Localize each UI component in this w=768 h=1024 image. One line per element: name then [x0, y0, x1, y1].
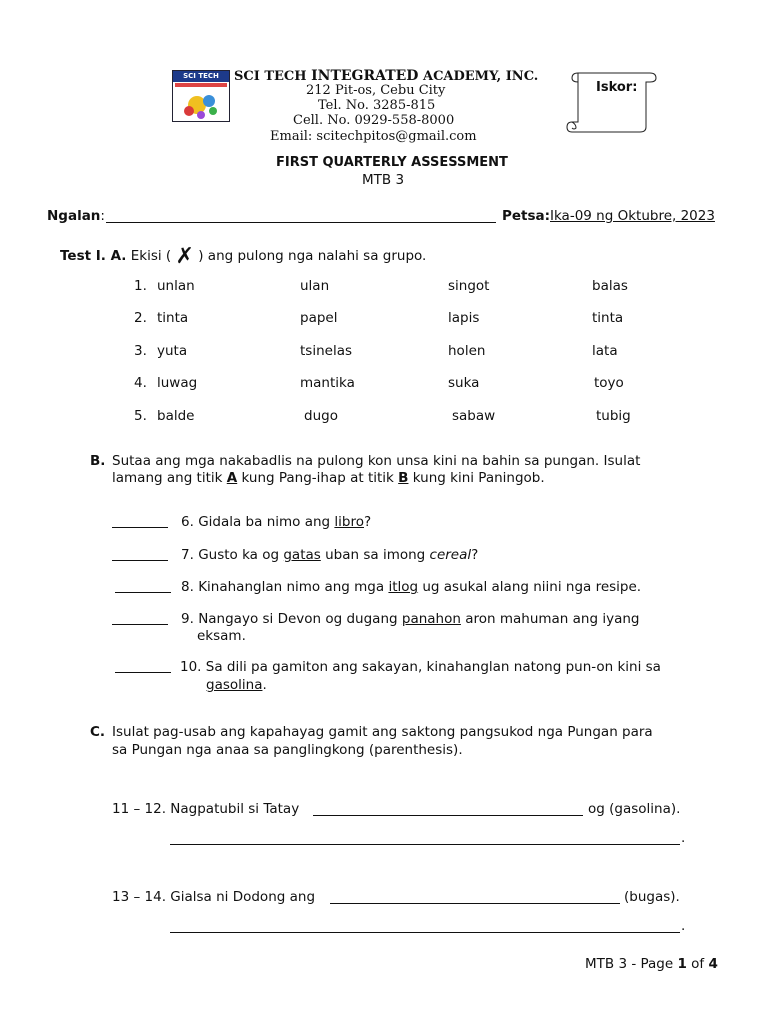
score-label: Iskor:: [596, 80, 638, 95]
word-option[interactable]: yuta: [157, 343, 188, 359]
logo-graphic: [173, 87, 229, 121]
question-number: 8.: [181, 579, 194, 595]
partC-label: C.: [90, 724, 106, 740]
word-option[interactable]: tubig: [596, 408, 631, 424]
question-number: 6.: [181, 514, 194, 530]
assessment-title: FIRST QUARTERLY ASSESSMENT: [276, 155, 508, 170]
word-option[interactable]: tinta: [592, 310, 624, 326]
question-pre: Sa dili pa gamiton ang sakayan, kinahanglan natong pun-on kini sa: [205, 659, 661, 675]
question-pre: Gialsa ni Dodong ang: [170, 889, 316, 905]
partC-instr-line1: Isulat pag-usab ang kapahayag gamit ang saktong pangsukod nga Pungan para: [112, 724, 653, 740]
question-number: 9.: [181, 611, 194, 627]
question-post: ?: [363, 514, 372, 530]
underlined-word: itlog: [388, 579, 419, 595]
question-end: ?: [471, 547, 479, 563]
word-option[interactable]: ulan: [300, 278, 330, 294]
answer-blank[interactable]: [115, 672, 171, 673]
fill-blank[interactable]: [313, 815, 583, 816]
x-mark-icon: ✗: [175, 244, 194, 269]
question-end: .: [262, 677, 267, 693]
name-label-wrap: [47, 208, 105, 224]
question-text: [181, 547, 478, 563]
fill-blank[interactable]: [330, 903, 620, 904]
test1-label: Test I. A.: [60, 248, 127, 264]
word-option[interactable]: tinta: [157, 310, 189, 326]
answer-line[interactable]: [170, 932, 680, 933]
score-box: [566, 69, 658, 135]
word-option[interactable]: balas: [592, 278, 628, 294]
school-name-part: INTEGRATED: [311, 68, 419, 84]
word-option[interactable]: holen: [448, 343, 486, 359]
question-cont: eksam.: [197, 628, 246, 644]
answer-blank[interactable]: [115, 592, 171, 593]
letter-a: A: [226, 470, 238, 486]
word-option[interactable]: unlan: [157, 278, 195, 294]
question-number: 11 – 12.: [112, 801, 166, 817]
footer-text: of: [686, 956, 709, 972]
partB-instr-line2: [112, 470, 545, 486]
school-tel: Tel. No. 3285-815: [318, 98, 436, 113]
partB-instr-line1: Sutaa ang mga nakabadlis na pulong kon unsa kini na bahin sa pungan. Isulat: [112, 453, 641, 469]
question-post: (bugas).: [624, 889, 680, 905]
question-text: [181, 514, 371, 530]
question-pre: Nagpatubil si Tatay: [170, 801, 300, 817]
school-address: 212 Pit-os, Cebu City: [306, 83, 446, 98]
question-number: 13 – 14.: [112, 889, 166, 905]
footer-text: MTB 3 - Page: [585, 956, 678, 972]
word-option[interactable]: dugo: [304, 408, 338, 424]
school-cell: Cell. No. 0929-558-8000: [293, 113, 455, 128]
question-text: [181, 579, 641, 595]
answer-line[interactable]: [170, 844, 680, 845]
test1-instructions: [60, 244, 426, 269]
page-number: 1: [677, 956, 687, 972]
test1-instr-b: ) ang pulong nga nalahi sa grupo.: [198, 248, 427, 264]
question-text: [112, 889, 315, 905]
answer-blank[interactable]: [112, 527, 168, 528]
answer-end: .: [681, 830, 686, 846]
subject-title: MTB 3: [362, 172, 405, 188]
word-option[interactable]: mantika: [300, 375, 355, 391]
item-number: 5.: [134, 408, 147, 424]
name-field[interactable]: [106, 222, 496, 223]
underlined-word: gatas: [283, 547, 321, 563]
date-value: Ika-09 ng Oktubre, 2023: [550, 208, 715, 224]
school-name: [234, 68, 538, 84]
underlined-word: gasolina: [206, 677, 263, 693]
question-pre: Kinahanglan nimo ang mga: [198, 579, 389, 595]
question-pre: Nangayo si Devon og dugang: [198, 611, 402, 627]
name-colon: :: [100, 208, 105, 224]
question-number: 7.: [181, 547, 194, 563]
partC-instr-line2: sa Pungan nga anaa sa panglingkong (parenthesis).: [112, 742, 463, 758]
item-number: 3.: [134, 343, 147, 359]
logo-text: SCI TECH: [173, 71, 229, 82]
word-option[interactable]: toyo: [594, 375, 624, 391]
letter-b: B: [398, 470, 409, 486]
question-text: [180, 659, 661, 675]
question-number: 10.: [180, 659, 202, 675]
word-option[interactable]: suka: [448, 375, 480, 391]
word-option[interactable]: tsinelas: [300, 343, 352, 359]
question-text: [181, 611, 639, 627]
school-name-part: SCI TECH: [234, 69, 312, 84]
underlined-word: libro: [334, 514, 364, 530]
school-logo: [172, 70, 230, 122]
question-pre: Gidala ba nimo ang: [198, 514, 335, 530]
page-total: 4: [708, 956, 718, 972]
question-cont: [206, 677, 267, 693]
date-label: Petsa:: [502, 208, 551, 224]
partB-instr-text: kung Pang-ihap at titik: [237, 470, 399, 486]
page-footer: [585, 956, 718, 972]
partB-instr-text: kung kini Paningob.: [408, 470, 545, 486]
item-number: 1.: [134, 278, 147, 294]
question-pre: Gusto ka og: [198, 547, 284, 563]
item-number: 4.: [134, 375, 147, 391]
school-name-part: ACADEMY, INC.: [418, 69, 539, 84]
underlined-word: panahon: [401, 611, 461, 627]
partB-label: B.: [90, 453, 106, 469]
answer-end: .: [681, 918, 686, 934]
question-post: og (gasolina).: [588, 801, 681, 817]
word-option[interactable]: papel: [300, 310, 338, 326]
test1-instr-a: Ekisi (: [130, 248, 172, 264]
question-post: ug asukal alang niini nga resipe.: [418, 579, 642, 595]
item-number: 2.: [134, 310, 147, 326]
word-option[interactable]: lapis: [448, 310, 480, 326]
answer-blank[interactable]: [112, 560, 168, 561]
scroll-icon: [566, 69, 658, 135]
word-option[interactable]: luwag: [157, 375, 198, 391]
partB-instr-text: lamang ang titik: [112, 470, 227, 486]
question-italic: cereal: [429, 547, 472, 563]
question-text: [112, 801, 299, 817]
question-post: uban sa imong: [320, 547, 430, 563]
word-option[interactable]: singot: [448, 278, 490, 294]
name-label: Ngalan: [47, 208, 101, 224]
word-option[interactable]: sabaw: [452, 408, 496, 424]
word-option[interactable]: balde: [157, 408, 195, 424]
question-post: aron mahuman ang iyang: [460, 611, 640, 627]
answer-blank[interactable]: [112, 624, 168, 625]
school-email: Email: scitechpitos@gmail.com: [270, 129, 477, 144]
word-option[interactable]: lata: [592, 343, 618, 359]
